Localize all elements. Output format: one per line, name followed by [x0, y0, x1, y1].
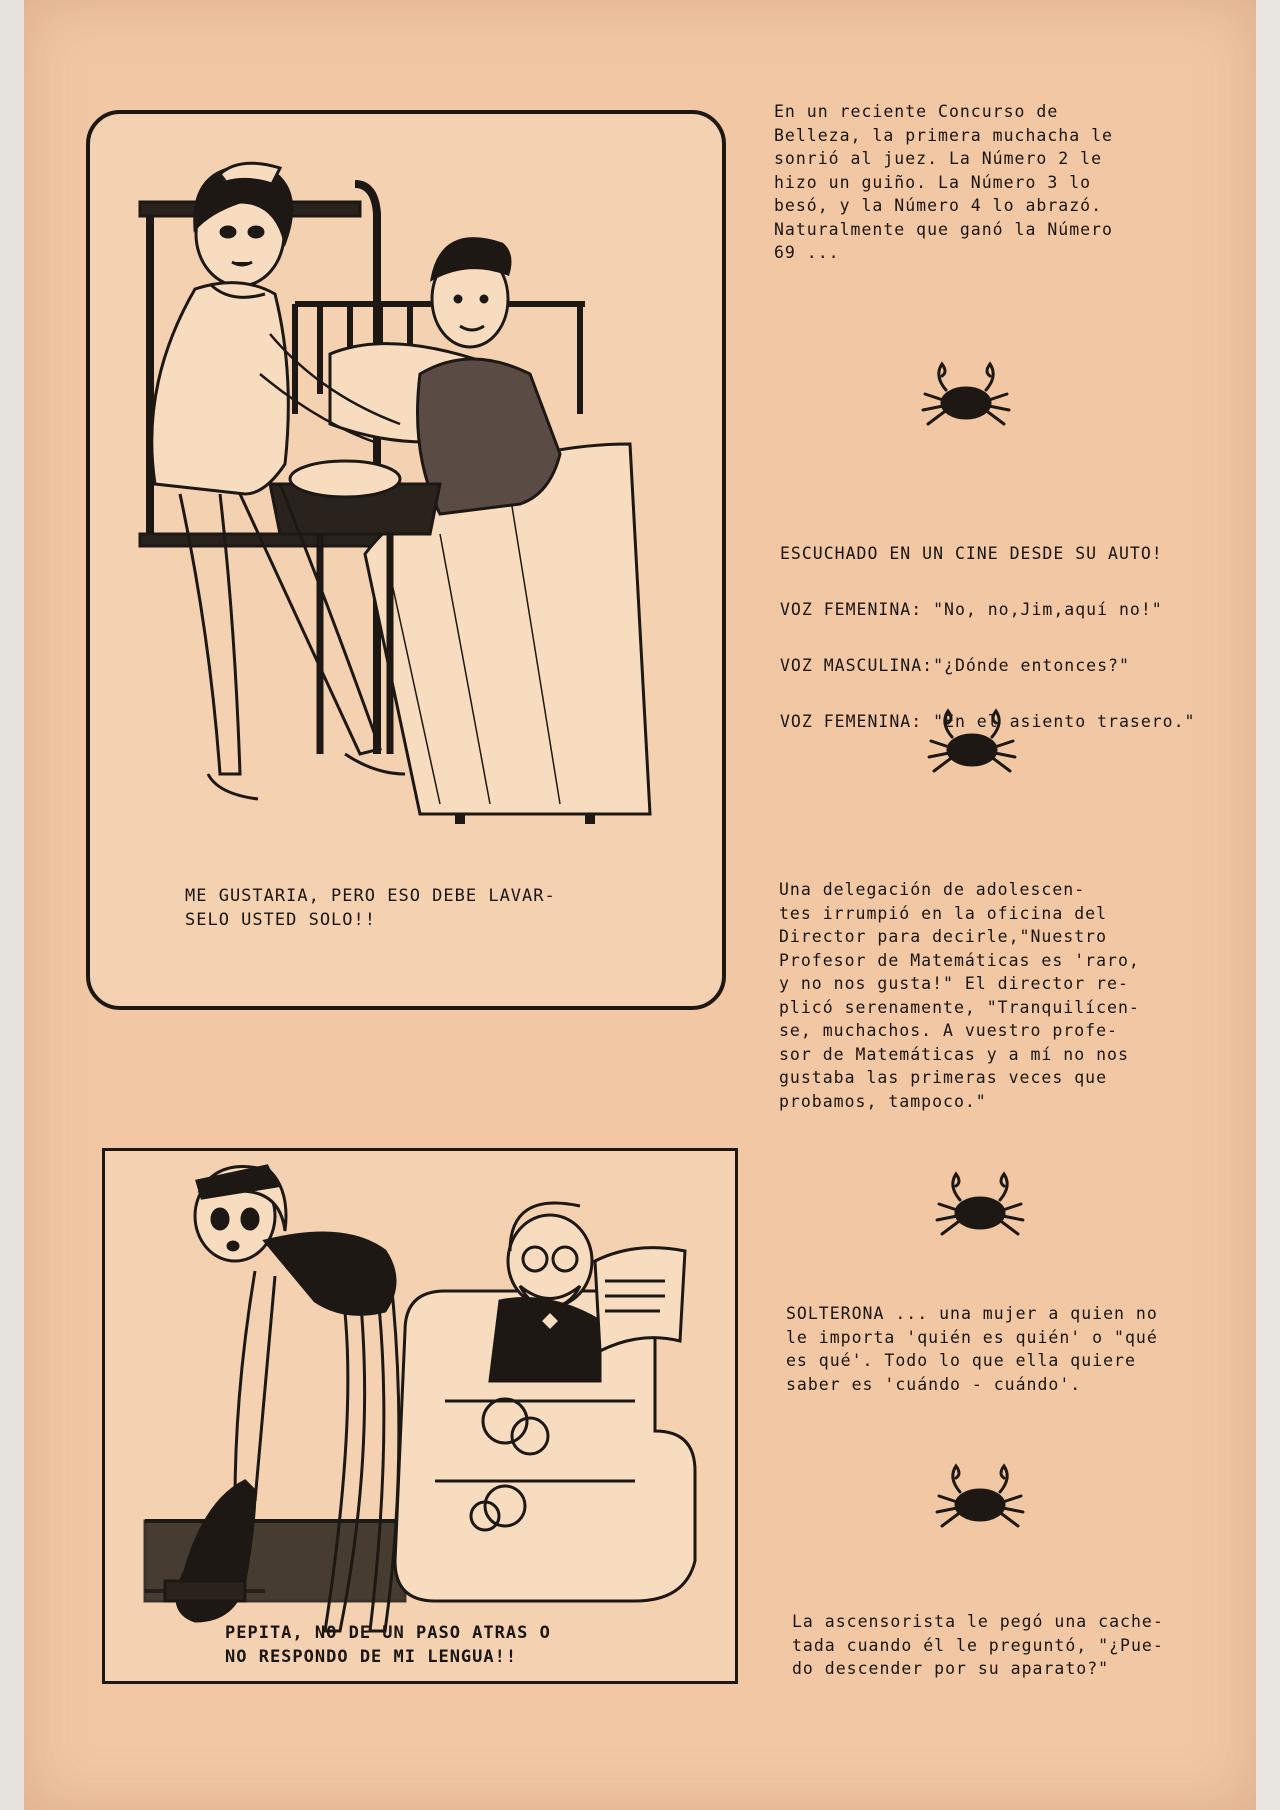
cartoon-panel-nurse — [86, 110, 726, 1010]
scan-left-margin — [0, 0, 24, 1810]
cartoon-panel-maid — [102, 1148, 738, 1684]
joke-math-teacher: Una delegación de adolescen- tes irrumpió en la oficina del Director para decirle,"Nuestro Profesor de Matemáticas es 'raro, y no nos gusta!" El director re- plicó serenamente, "Tranquilícen- se, muchachos. A vuestro profe- sor de Matemáticas y a mí no nos gustaba las primeras veces que probamos, tampoco." — [779, 880, 1140, 1111]
magazine-page — [24, 0, 1256, 1810]
crab-icon — [930, 1168, 1030, 1248]
joke-elevator: La ascensorista le pegó una cache- tada cuando él le preguntó, "¿Pue- do descender por su aparato?" — [792, 1612, 1164, 1678]
cartoon-caption: ME GUSTARIA, PERO ESO DEBE LAVAR- SELO USTED SOLO!! — [185, 886, 556, 930]
maid-cartoon-illustration — [105, 1151, 735, 1681]
dialog-line: VOZ FEMENINA: "En el asiento trasero." — [780, 711, 1196, 731]
dialog-line: VOZ MASCULINA:"¿Dónde entonces?" — [780, 655, 1130, 675]
cartoon-caption: PEPITA, NO DE UN PASO ATRAS O NO RESPONDO DE MI LENGUA!! — [225, 1623, 551, 1667]
joke-beauty-contest: En un reciente Concurso de Belleza, la primera muchacha le sonrió al juez. La Número 2 le hizo un guiño. La Número 3 lo besó, y la Número 4 lo abrazó. Naturalmente que ganó la Número 69 ... — [774, 102, 1113, 262]
crab-icon — [922, 705, 1022, 785]
nurse-cartoon-illustration — [90, 114, 722, 1006]
dialog-line: VOZ FEMENINA: "No, no,Jim,aquí no!" — [780, 599, 1163, 619]
crab-icon — [930, 1460, 1030, 1540]
crab-icon — [916, 358, 1016, 438]
joke-title: ESCUCHADO EN UN CINE DESDE SU AUTO! — [780, 543, 1163, 563]
joke-spinster: SOLTERONA ... una mujer a quien no le importa 'quién es quién' o "qué es qué'. Todo lo que ella quiere saber es 'cuándo - cuándo'. — [786, 1304, 1158, 1394]
scan-right-margin — [1256, 0, 1280, 1810]
